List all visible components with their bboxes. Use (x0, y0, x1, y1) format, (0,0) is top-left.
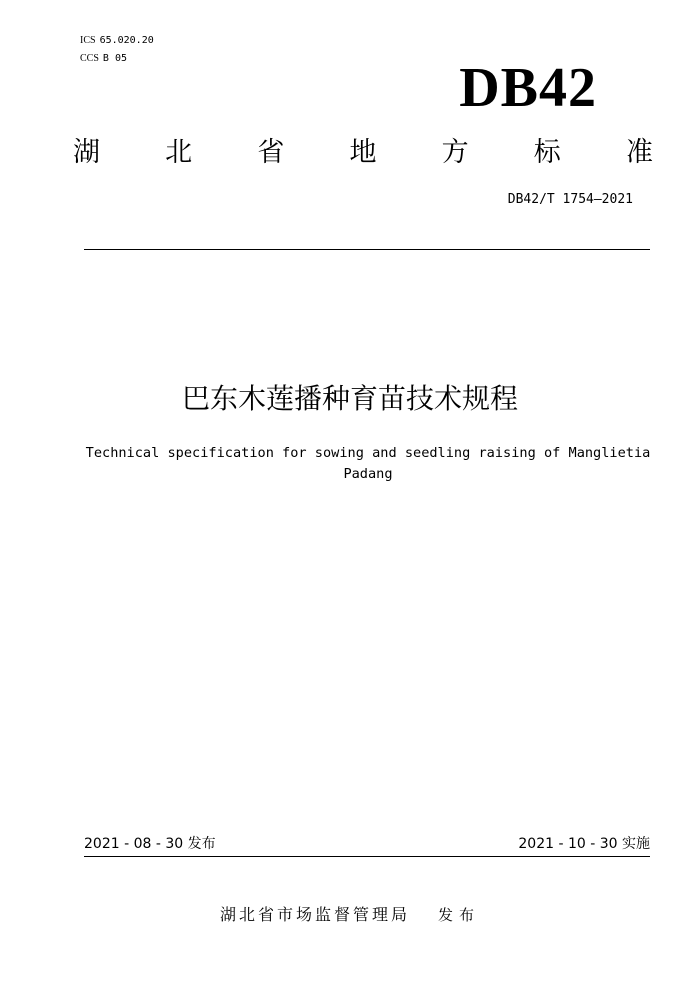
issuer-action: 发布 (438, 906, 481, 924)
ics-label: ICS (80, 35, 96, 46)
standard-type-title (73, 136, 653, 170)
issuer (0, 904, 700, 926)
standard-type-char: 湖 (73, 137, 100, 168)
standard-type-char: 方 (441, 137, 469, 168)
standard-type-char: 北 (165, 137, 193, 168)
standard-number: DB42/T 1754—2021 (507, 192, 633, 207)
bottom-divider (84, 856, 650, 857)
ics-code (80, 35, 154, 47)
ics-value: 65.020.20 (99, 35, 154, 46)
standard-type-char: 省 (257, 137, 285, 168)
publish-date: 2021 - 08 - 30 发布 (84, 836, 216, 852)
document-title-english: Technical specification for sowing and seedling raising of Manglietia Padang (85, 445, 651, 482)
implementation-date: 2021 - 10 - 30 实施 (518, 836, 650, 852)
standard-type-char: 准 (625, 137, 653, 168)
document-title-chinese: 巴东木莲播种育苗技术规程 (181, 382, 518, 415)
ccs-code (80, 53, 127, 65)
standard-type-char: 地 (349, 137, 377, 168)
standard-mark: DB42 (459, 57, 597, 119)
top-divider (84, 249, 650, 250)
ccs-label: CCS (80, 53, 99, 64)
ccs-value: B 05 (102, 53, 127, 64)
issuer-name: 湖北省市场监督管理局 (219, 905, 410, 924)
standard-type-char: 标 (533, 137, 561, 168)
